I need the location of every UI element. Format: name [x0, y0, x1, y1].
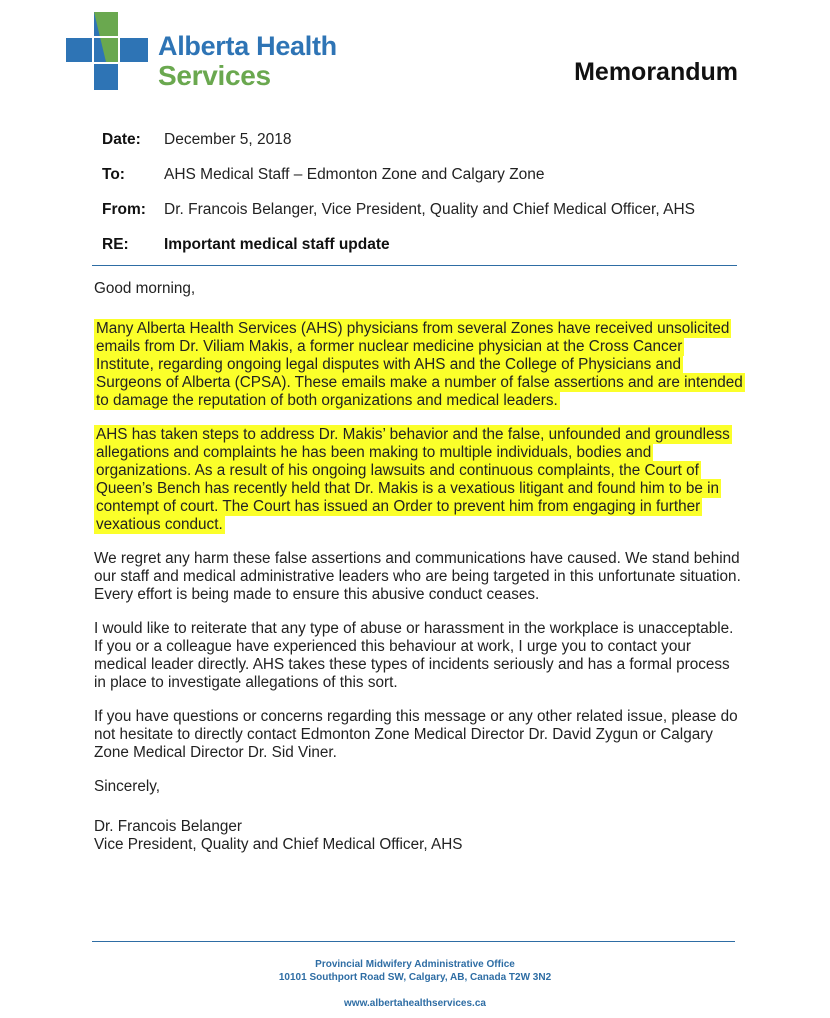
ahs-logo [66, 12, 346, 92]
footer-divider [92, 941, 735, 942]
greeting: Good morning, [94, 280, 196, 297]
memo-title: Memorandum [574, 58, 738, 86]
from-row [102, 192, 742, 227]
logo-text-line2: Services [158, 60, 271, 91]
paragraph-2 [94, 426, 744, 534]
re-value: Important medical staff update [164, 235, 390, 253]
from-label: From: [102, 200, 146, 218]
date-value: December 5, 2018 [164, 130, 292, 148]
to-value: AHS Medical Staff – Edmonton Zone and Calgary Zone [164, 165, 545, 183]
paragraph-1 [94, 320, 744, 410]
paragraph-4: I would like to reiterate that any type of abuse or harassment in the workplace is unacceptable. If you or a colleague have experienced this behaviour at work, I urge you to contact your medical leader directly. AHS takes these types of incidents seriously and has a formal process in place to investigate allegations of this sort. [94, 620, 734, 691]
signer-title: Vice President, Quality and Chief Medical Officer, AHS [94, 836, 463, 853]
re-row [102, 227, 742, 262]
closing: Sincerely, [94, 778, 161, 795]
re-label: RE: [102, 235, 129, 253]
memo-footer [100, 958, 730, 1010]
from-value: Dr. Francois Belanger, Vice President, Quality and Chief Medical Officer, AHS [164, 200, 695, 218]
header-divider [92, 265, 737, 266]
ahs-cross-icon [66, 12, 148, 90]
memo-body [94, 280, 744, 854]
logo-text-line1: Alberta Health [158, 31, 337, 61]
highlighted-paragraph-1: Many Alberta Health Services (AHS) physicians from several Zones have received unsolicited emails from Dr. Viliam Makis, a former nuclear medicine physician at the Cross Cancer Institute, regarding ongoing legal disputes with AHS and the College of Physicians and Surgeons of Alberta (CPSA). These emails make a number of false assertions and are intended to damage the reputation of both organizations and medical leaders. [96, 320, 743, 409]
footer-url-link[interactable]: www.albertahealthservices.ca [344, 998, 486, 1009]
paragraph-5: If you have questions or concerns regarding this message or any other related issue, please do not hesitate to directly contact Edmonton Zone Medical Director Dr. David Zygun or Calgary Zone Medical Director Dr. Sid Viner. [94, 708, 738, 761]
paragraph-3: We regret any harm these false assertions and communications have caused. We stand behind our staff and medical administrative leaders who are being targeted in this unfortunate situation. Every effort is being made to ensure this abusive conduct ceases. [94, 550, 741, 603]
to-row [102, 157, 742, 192]
to-label: To: [102, 165, 125, 183]
footer-address: 10101 Southport Road SW, Calgary, AB, Canada T2W 3N2 [278, 972, 552, 983]
footer-office: Provincial Midwifery Administrative Office [315, 959, 515, 970]
memo-header [102, 122, 742, 262]
signature-block [94, 818, 744, 854]
signer-name: Dr. Francois Belanger [94, 818, 242, 835]
date-label: Date: [102, 130, 141, 148]
date-row [102, 122, 742, 157]
highlighted-paragraph-2: AHS has taken steps to address Dr. Makis’ behavior and the false, unfounded and groundless allegations and complaints he has been making to multiple individuals, bodies and organizations. As a result of his ongoing lawsuits and continuous complaints, the Court of Queen’s Bench has recently held that Dr. Makis is a vexatious litigant and found him to be in contempt of court. The Court has issued an Order to prevent him from engaging in further vexatious conduct. [96, 426, 730, 533]
